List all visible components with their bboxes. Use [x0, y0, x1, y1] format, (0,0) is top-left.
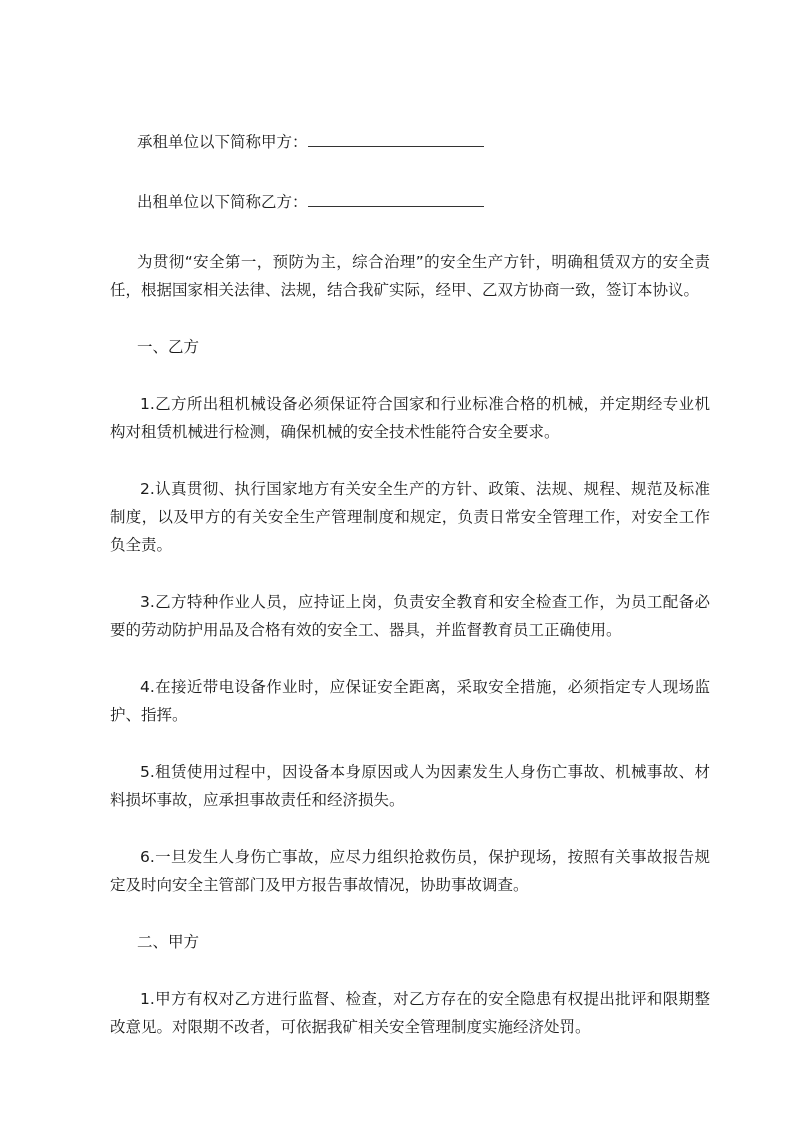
lessee-label: 承租单位以下简称甲方：: [137, 133, 308, 151]
lessor-blank-field[interactable]: [308, 190, 484, 207]
party-b-item-1: 1.乙方所出租机械设备必须保证符合国家和行业标准合格的机械，并定期经专业机构对租赁机械进行检测，确保机械的安全技术性能符合安全要求。: [110, 395, 710, 441]
party-b-item-5: 5.租赁使用过程中，因设备本身原因或人为因素发生人身伤亡事故、机械事故、材料损坏事故，应承担事故责任和经济损失。: [110, 763, 710, 809]
party-a-item-1: 1.甲方有权对乙方进行监督、检查，对乙方存在的安全隐患有权提出批评和限期整改意见。对限期不改者，可依据我矿相关安全管理制度实施经济处罚。: [110, 990, 710, 1036]
lessee-blank-field[interactable]: [308, 130, 484, 147]
party-b-item-3: 3.乙方特种作业人员，应持证上岗，负责安全教育和安全检查工作，为员工配备必要的劳动防护用品及合格有效的安全工、器具，并监督教育员工正确使用。: [110, 593, 710, 639]
lessor-line: [110, 188, 710, 216]
party-b-item-2: 2.认真贯彻、执行国家地方有关安全生产的方针、政策、法规、规程、规范及标准制度，以及甲方的有关安全生产管理制度和规定，负责日常安全管理工作，对安全工作负全责。: [110, 480, 710, 554]
party-b-item-6: 6.一旦发生人身伤亡事故，应尽力组织抢救伤员，保护现场，按照有关事故报告规定及时向安全主管部门及甲方报告事故情况，协助事故调查。: [110, 848, 710, 894]
lessee-line: [110, 128, 710, 156]
section-heading-party-a: 二、甲方: [137, 933, 200, 951]
lessor-label: 出租单位以下简称乙方：: [137, 193, 308, 211]
document-body: [110, 128, 710, 1041]
party-b-item-4: 4.在接近带电设备作业时，应保证安全距离，采取安全措施，必须指定专人现场监护、指挥。: [110, 678, 710, 724]
section-heading-party-b: 一、乙方: [137, 338, 200, 356]
intro-paragraph: 为贯彻“安全第一，预防为主，综合治理”的安全生产方针，明确租赁双方的安全责任，根据国家相关法律、法规，结合我矿实际，经甲、乙双方协商一致，签订本协议。: [110, 253, 710, 299]
